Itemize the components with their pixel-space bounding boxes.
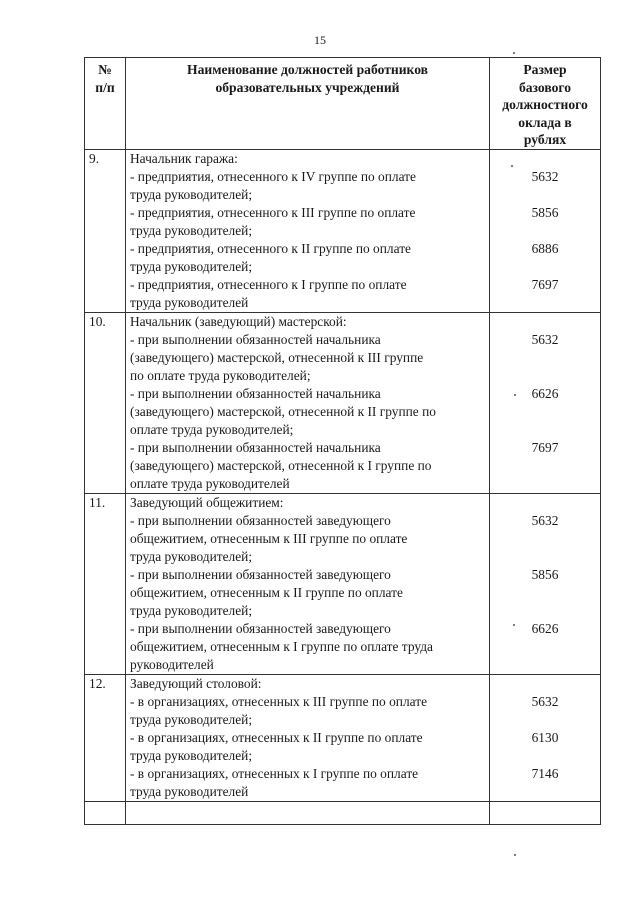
position-condition-line: труда руководителей;	[130, 603, 253, 618]
salary-value: 7697	[531, 440, 559, 455]
position-condition-line: труда руководителей;	[130, 712, 253, 727]
salary-value: 6130	[531, 730, 559, 745]
scan-speck	[513, 624, 515, 626]
salary-spacer	[494, 349, 596, 367]
position-title: Начальник (заведующий) мастерской:	[130, 314, 347, 329]
header-position-name: Наименование должностей работников образовательных учреждений	[126, 58, 490, 150]
salary-spacer	[494, 747, 596, 765]
position-condition-line: труда руководителей;	[130, 549, 253, 564]
salary-spacer	[494, 656, 596, 674]
position-condition-line: по оплате труда руководителей;	[130, 368, 311, 383]
salary-value: 6626	[531, 621, 559, 636]
position-condition-line: труда руководителей;	[130, 748, 253, 763]
salary-spacer	[494, 258, 596, 276]
row-number: 9.	[85, 150, 126, 313]
salary-spacer	[494, 222, 596, 240]
table-body	[85, 150, 601, 802]
salary-values	[490, 675, 601, 802]
position-condition-line: труда руководителей;	[130, 187, 253, 202]
position-title: Начальник гаража:	[130, 151, 238, 166]
salary-spacer	[494, 530, 596, 548]
salary-spacer	[494, 711, 596, 729]
salary-value: 6626	[531, 386, 559, 401]
position-condition-line: - при выполнении обязанностей начальника	[130, 440, 381, 455]
position-description	[126, 150, 490, 313]
position-condition-line: - предприятия, отнесенного к I группе по оплате	[130, 277, 407, 292]
salary-spacer	[494, 421, 596, 439]
header-number: № п/п	[85, 58, 126, 150]
salary-value: 7697	[531, 277, 559, 292]
table-row	[85, 675, 601, 802]
position-condition-line: (заведующего) мастерской, отнесенной к III группе	[130, 350, 424, 365]
position-condition-line: (заведующего) мастерской, отнесенной к I группе по	[130, 458, 432, 473]
salary-spacer	[494, 403, 596, 421]
salary-value: 5856	[531, 205, 559, 220]
salary-spacer	[494, 783, 596, 801]
position-condition-line: - в организациях, отнесенных к II группе по оплате	[130, 730, 423, 745]
salary-values	[490, 494, 601, 675]
position-condition-line: руководителей	[130, 657, 214, 672]
position-description	[126, 313, 490, 494]
salary-spacer	[494, 475, 596, 493]
position-condition-line: - при выполнении обязанностей заведующего	[130, 621, 391, 636]
table-header-row	[85, 58, 601, 150]
position-condition-line: (заведующего) мастерской, отнесенной к II группе по	[130, 404, 436, 419]
salary-spacer	[494, 494, 596, 512]
salary-value: 5856	[531, 567, 559, 582]
table-row	[85, 313, 601, 494]
salary-spacer	[494, 186, 596, 204]
position-condition-line: оплате труда руководителей	[130, 476, 290, 491]
page-number: 15	[314, 33, 326, 47]
scan-speck	[514, 854, 516, 856]
salary-spacer	[494, 675, 596, 693]
salary-spacer	[494, 367, 596, 385]
position-description	[126, 675, 490, 802]
position-condition-line: - предприятия, отнесенного к IV группе по оплате	[130, 169, 416, 184]
position-condition-line: - при выполнении обязанностей начальника	[130, 332, 381, 347]
position-condition-line: общежитием, отнесенным к III группе по оплате	[130, 531, 408, 546]
table-row	[85, 150, 601, 313]
position-condition-line: - при выполнении обязанностей заведующего	[130, 513, 391, 528]
position-condition-line: - в организациях, отнесенных к III группе по оплате	[130, 694, 428, 709]
salary-values	[490, 150, 601, 313]
scan-speck	[511, 165, 513, 167]
scan-speck	[513, 52, 515, 54]
salary-value: 5632	[531, 513, 559, 528]
salary-value: 6886	[531, 241, 559, 256]
position-condition-line: оплате труда руководителей;	[130, 422, 294, 437]
salary-value: 5632	[531, 332, 559, 347]
position-title: Заведующий общежитием:	[130, 495, 284, 510]
salary-spacer	[494, 638, 596, 656]
salary-spacer	[494, 150, 596, 168]
position-description	[126, 494, 490, 675]
salary-spacer	[494, 584, 596, 602]
salary-table	[84, 57, 601, 825]
salary-spacer	[494, 602, 596, 620]
table-row-empty	[85, 802, 601, 825]
position-condition-line: - при выполнении обязанностей заведующего	[130, 567, 391, 582]
salary-values	[490, 313, 601, 494]
position-title: Заведующий столовой:	[130, 676, 262, 691]
salary-value: 5632	[531, 694, 559, 709]
salary-spacer	[494, 294, 596, 312]
salary-spacer	[494, 313, 596, 331]
position-condition-line: общежитием, отнесенным к II группе по оплате	[130, 585, 403, 600]
position-condition-line: труда руководителей	[130, 784, 249, 799]
position-condition-line: - предприятия, отнесенного к II группе по оплате	[130, 241, 411, 256]
position-condition-line: - в организациях, отнесенных к I группе по оплате	[130, 766, 419, 781]
position-condition-line: - предприятия, отнесенного к III группе по оплате	[130, 205, 416, 220]
row-number: 12.	[85, 675, 126, 802]
salary-value: 7146	[531, 766, 559, 781]
position-condition-line: труда руководителей	[130, 295, 249, 310]
position-condition-line: общежитием, отнесенным к I группе по оплате труда	[130, 639, 433, 654]
position-condition-line: труда руководителей;	[130, 223, 253, 238]
table-row	[85, 494, 601, 675]
salary-value: 5632	[531, 169, 559, 184]
salary-spacer	[494, 548, 596, 566]
row-number: 11.	[85, 494, 126, 675]
row-number: 10.	[85, 313, 126, 494]
position-condition-line: - при выполнении обязанностей начальника	[130, 386, 381, 401]
scan-speck	[514, 394, 516, 396]
position-condition-line: труда руководителей;	[130, 259, 253, 274]
salary-spacer	[494, 457, 596, 475]
header-salary: Размер базового должностного оклада в рублях	[490, 58, 601, 150]
